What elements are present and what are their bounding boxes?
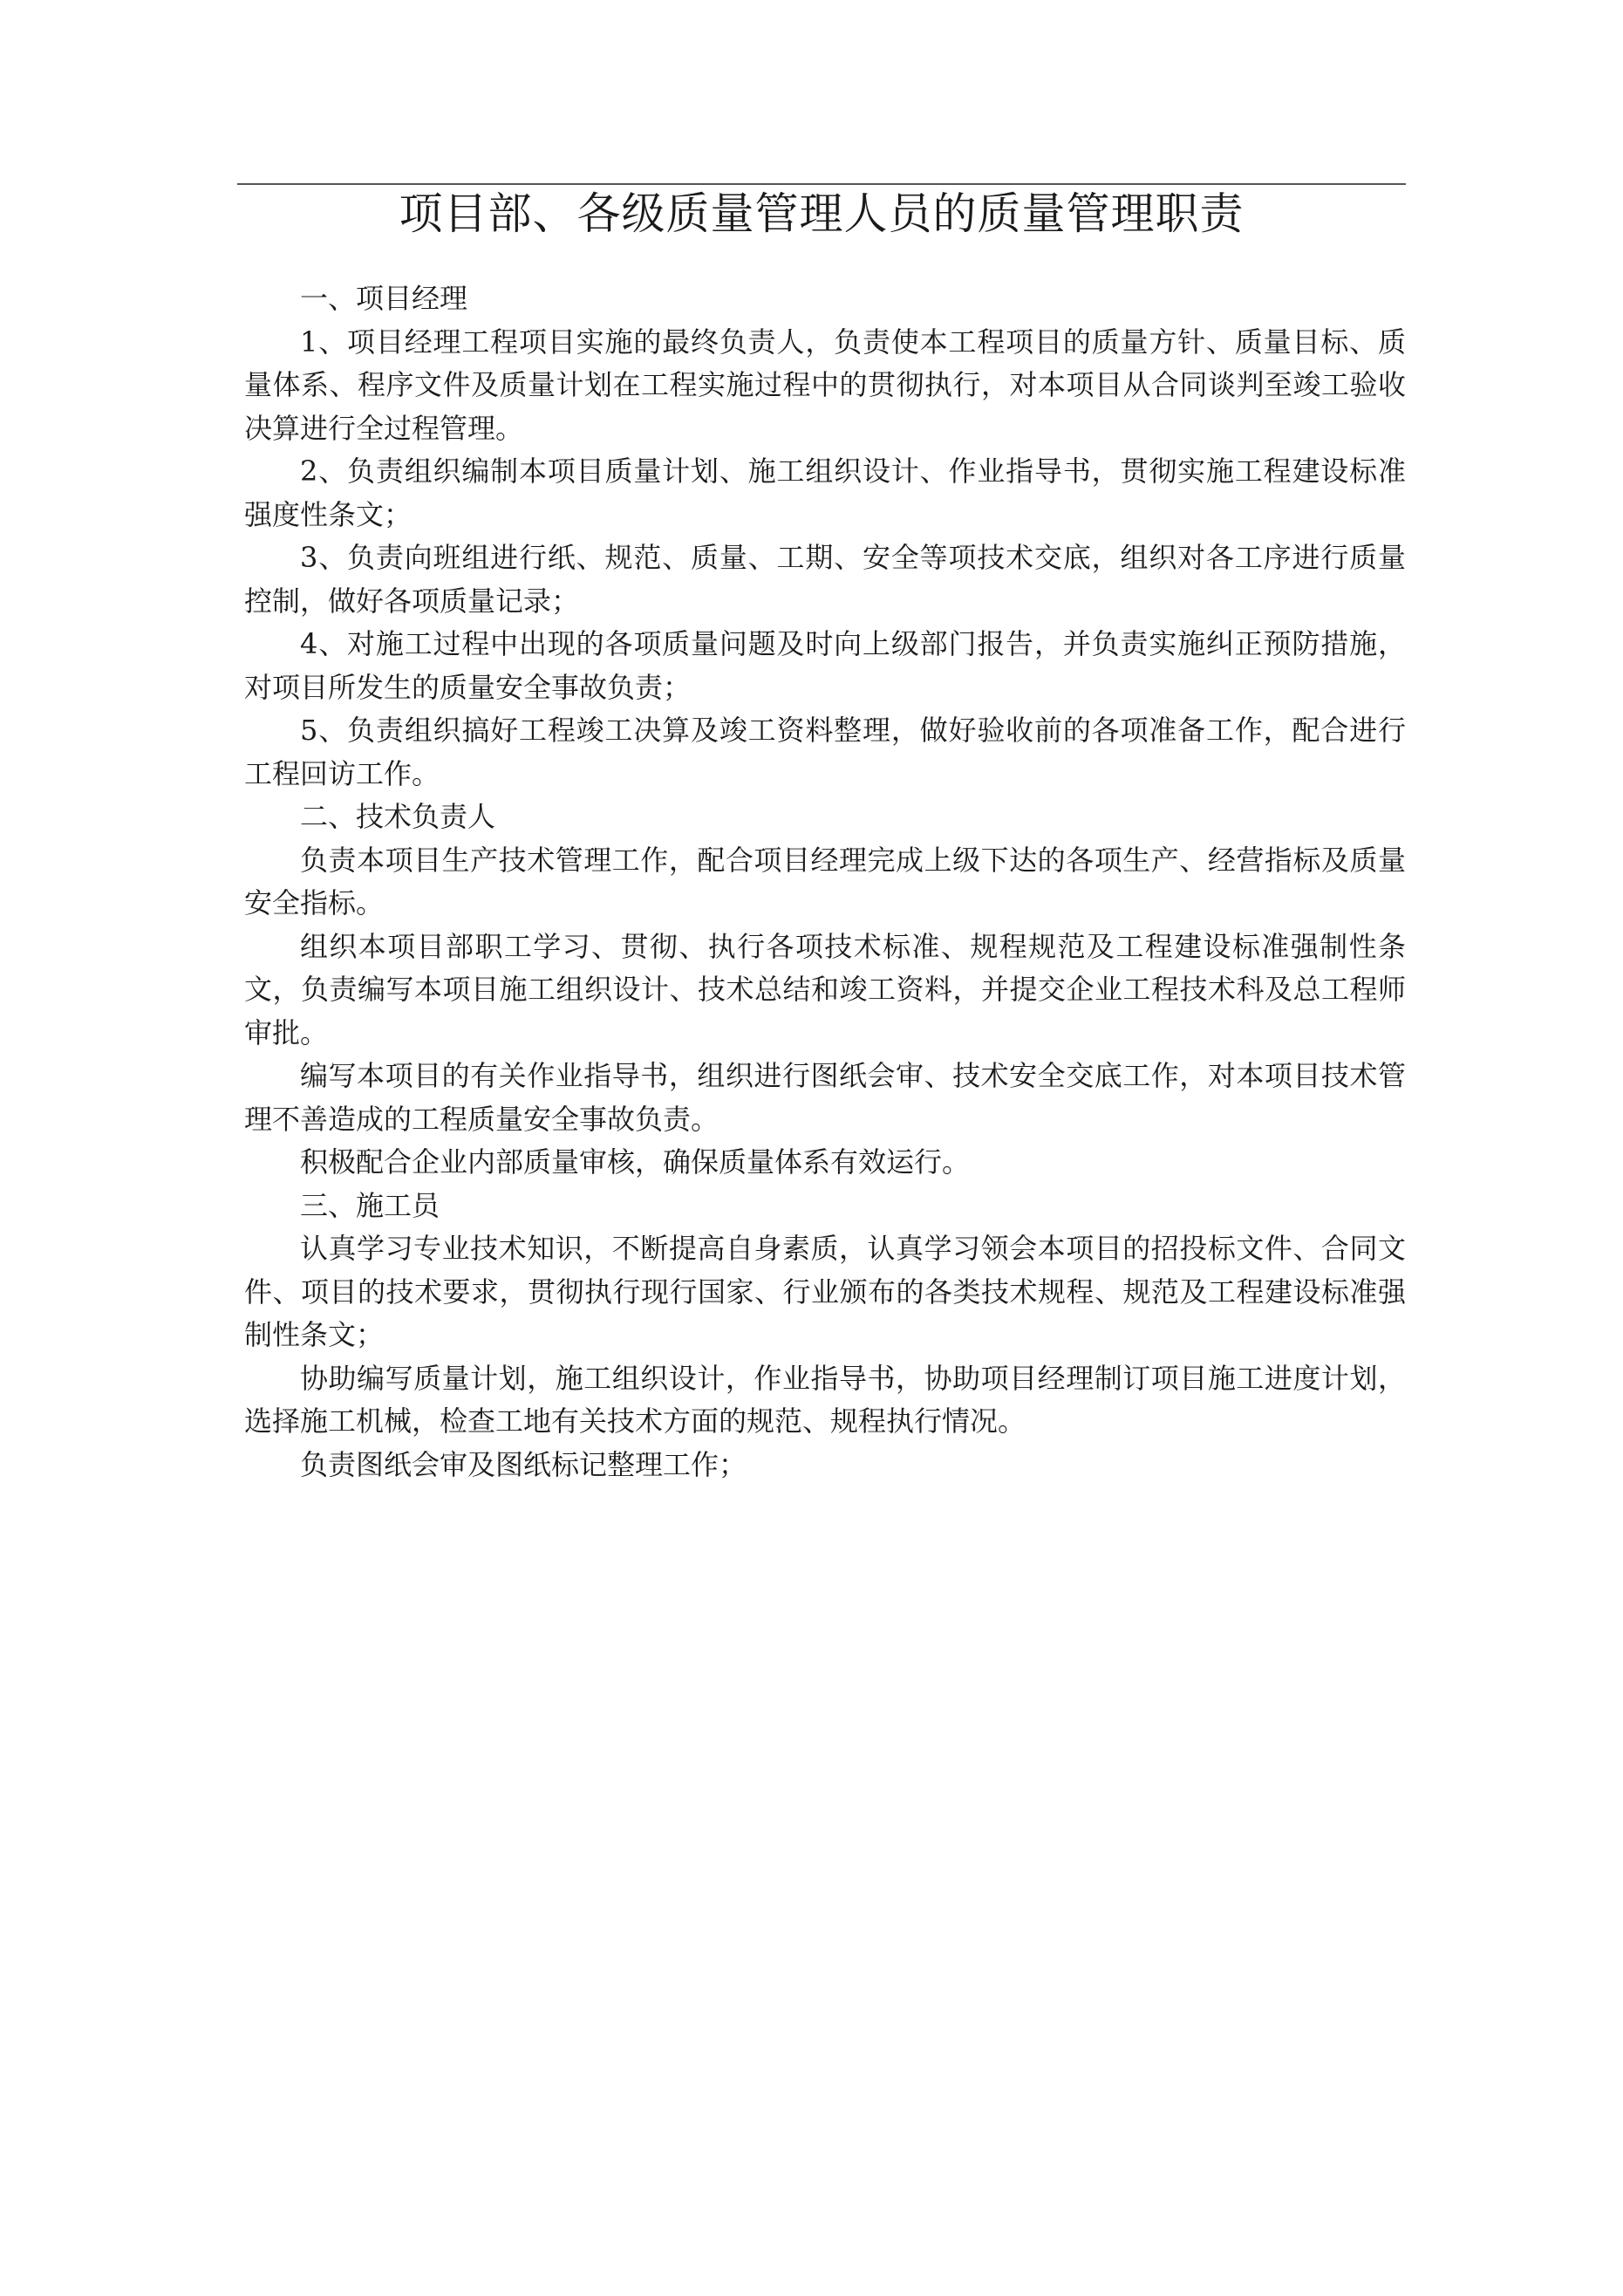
paragraph: 组织本项目部职工学习、贯彻、执行各项技术标准、规程规范及工程建设标准强制性条文，负责编写本项目施工组织设计、技术总结和竣工资料，并提交企业工程技术科及总工程师审批。 <box>244 929 1406 1049</box>
document-body <box>244 277 1406 1486</box>
paragraph: 5、负责组织搞好工程竣工决算及竣工资料整理，做好验收前的各项准备工作，配合进行工程回访工作。 <box>244 714 1406 790</box>
paragraph: 4、对施工过程中出现的各项质量问题及时向上级部门报告，并负责实施纠正预防措施，对项目所发生的质量安全事故负责； <box>244 627 1406 704</box>
header-rule <box>237 183 1406 185</box>
paragraph: 2、负责组织编制本项目质量计划、施工组织设计、作业指导书，贯彻实施工程建设标准强度性条文； <box>244 454 1406 531</box>
paragraph: 认真学习专业技术知识，不断提高自身素质，认真学习领会本项目的招投标文件、合同文件、项目的技术要求，贯彻执行现行国家、行业颁布的各类技术规程、规范及工程建设标准强制性条文； <box>244 1232 1406 1351</box>
paragraph: 3、负责向班组进行纸、规范、质量、工期、安全等项技术交底，组织对各工序进行质量控制，做好各项质量记录； <box>244 541 1406 618</box>
paragraph: 积极配合企业内部质量审核，确保质量体系有效运行。 <box>300 1145 971 1179</box>
paragraph: 编写本项目的有关作业指导书，组织进行图纸会审、技术安全交底工作，对本项目技术管理不善造成的工程质量安全事故负责。 <box>244 1059 1406 1136</box>
section-heading-construction-officer: 三、施工员 <box>300 1188 440 1222</box>
section-heading-project-manager: 一、项目经理 <box>300 282 468 315</box>
paragraph: 负责本项目生产技术管理工作，配合项目经理完成上级下达的各项生产、经营指标及质量安全指标。 <box>244 843 1406 919</box>
section-heading-technical-lead: 二、技术负责人 <box>300 800 496 833</box>
paragraph: 1、项目经理工程项目实施的最终负责人，负责使本工程项目的质量方针、质量目标、质量体系、程序文件及质量计划在工程实施过程中的贯彻执行，对本项目从合同谈判至竣工验收决算进行全过程管理。 <box>244 325 1406 445</box>
paragraph: 协助编写质量计划，施工组织设计，作业指导书，协助项目经理制订项目施工进度计划，选择施工机械，检查工地有关技术方面的规范、规程执行情况。 <box>244 1361 1406 1438</box>
paragraph: 负责图纸会审及图纸标记整理工作； <box>300 1447 747 1481</box>
document-title: 项目部、各级质量管理人员的质量管理职责 <box>399 188 1245 239</box>
